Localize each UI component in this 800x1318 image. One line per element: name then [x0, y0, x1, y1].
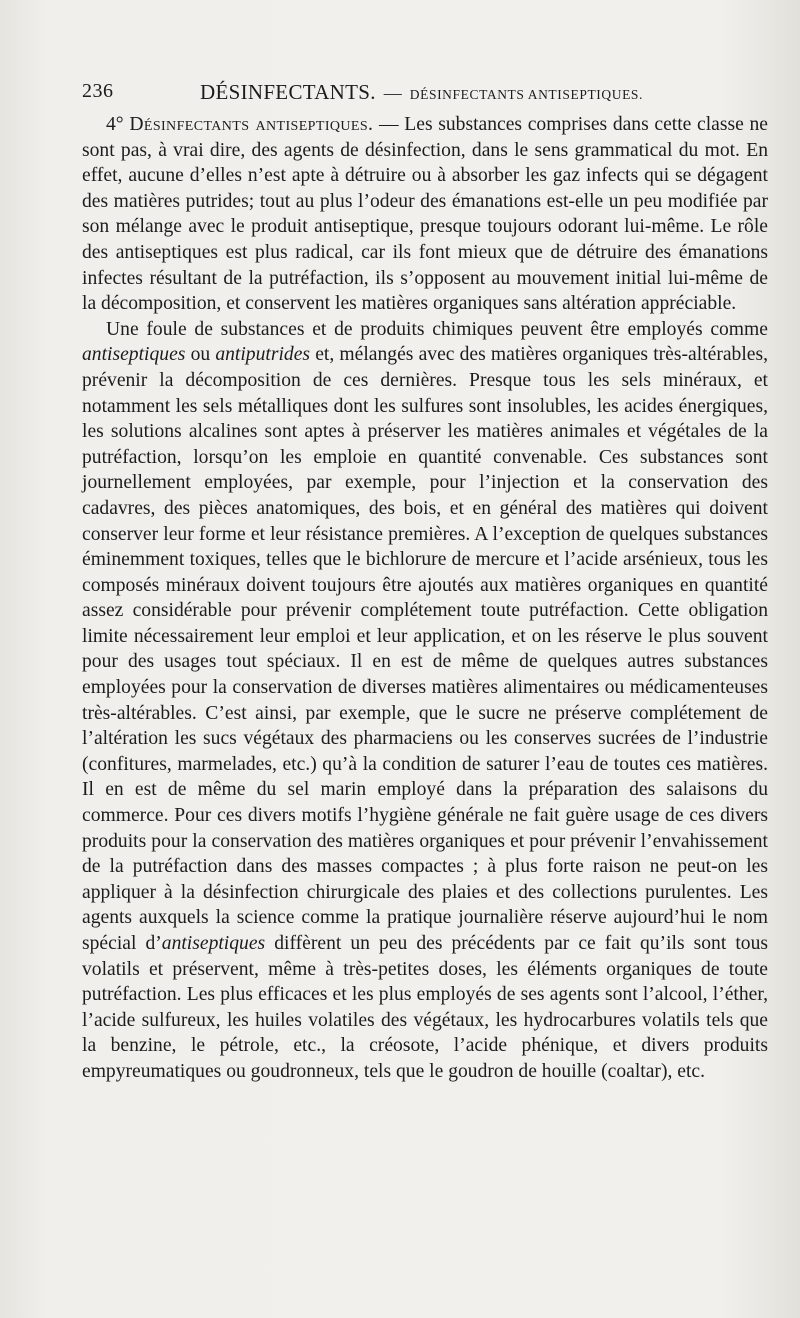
term-antiseptiques-2: antiseptiques	[161, 933, 266, 954]
running-head-subtitle: DÉSINFECTANTS ANTISEPTIQUES.	[409, 87, 644, 102]
paragraph-2-text-b: ou	[185, 344, 216, 366]
page-header	[82, 80, 772, 106]
running-head-dash: —	[383, 83, 402, 103]
paragraph-2-text-a: Une foule de substances et de produits chimiques peuvent être employés comme	[106, 318, 768, 340]
section-number: 4°	[106, 114, 124, 135]
term-antiseptiques: antiseptiques	[82, 344, 186, 366]
body-text	[82, 112, 768, 1085]
paragraph-2-text-c: et, mélangés avec des matières organiques très-altérables, prévenir la décomposition de ces dernières. Presque tous les sels minéraux, et notamment les sels métalliques dont les sulfures sont insolubles, les acides énergiques, les solutions alcalines sont aptes à préserver les matières animales et végétales de la putréfaction, lorsqu’on les emploie en quantité convenable. Ces substances sont journellement employées, par exemple, pour l’injection et la conservation des cadavres, des pièces anatomiques, des bois, et en général des matières qui doivent conserver leur forme et leur résistance premières. A l’exception de quelques substances éminemment toxiques, telles que le bichlorure de mercure et l’acide arsénieux, tous les composés minéraux doivent toujours être ajoutés aux matières organiques en quantité assez considérable pour prévenir complétement toute putréfaction. Cette obligation limite nécessairement leur emploi et leur application, et on les réserve le plus souvent pour des usages tout spéciaux. Il en est de même de quelques autres substances employées pour la conservation de diverses matières alimentaires ou médicamenteuses très-altérables. C’est ainsi, par exemple, que le sucre ne préserve complétement de l’altération les sucs végétaux des pharmaciens ou les conserves sucrées de l’industrie (confitures, marmelades, etc.) qu’à la condition de saturer l’eau de toutes ces matières. Il en est de même du sel marin employé dans la préparation des salaisons du commerce. Pour ces divers motifs l’hygiène générale ne fait guère usage de ces divers produits pour la conservation des matières organiques et pour prévenir l’envahissement de la putréfaction dans des masses compactes ; à plus forte raison ne peut-on les appliquer à la désinfection chirurgicale des plaies et des collections purulentes. Les agents auxquels la science comme la pratique journalière réserve aujourd’hui le nom spécial d’	[82, 344, 768, 954]
paragraph-1-text: Les substances comprises dans cette classe ne sont pas, à vrai dire, des agents de désinfection, dans le sens grammatical du mot. En effet, aucune d’elles n’est apte à détruire ou à absorber les gaz infects qui se dégagent des matières putrides; tout au plus l’odeur des émanations est-elle un peu modifiée par son mélange avec le produit antiseptique, presque toujours odorant lui-même. Le rôle des antiseptiques est plus radical, car ils font mieux que de détruire des émanations infectes résultant de la putréfaction, ils s’opposent au mouvement initial lui-même de la décomposition, et conservent les matières organiques sans altération appréciable.	[82, 114, 768, 315]
paragraph-2-text-d: diffèrent un peu des précédents par ce fait qu’ils sont tous volatils et préservent, même à très-petites doses, les éléments organiques de toute putréfaction. Les plus efficaces et les plus employés de ses agents sont l’alcool, l’éther, l’acide sulfureux, les huiles volatiles des végétaux, les hydrocarbures volatils tels que la benzine, le pétrole, etc., la créosote, l’acide phénique, et divers produits empyreumatiques ou goudronneux, tels que le goudron de houille (coaltar), etc.	[82, 933, 768, 1082]
paragraph-2	[82, 317, 768, 1085]
section-heading-dash: —	[379, 114, 399, 135]
term-antiputrides: antiputrides	[215, 344, 311, 366]
paragraph-1	[82, 112, 768, 317]
page-number: 236	[82, 80, 114, 102]
running-head-title: DÉSINFECTANTS.	[200, 80, 376, 104]
section-heading: Désinfectants antiseptiques.	[129, 114, 374, 135]
running-head	[200, 80, 643, 105]
